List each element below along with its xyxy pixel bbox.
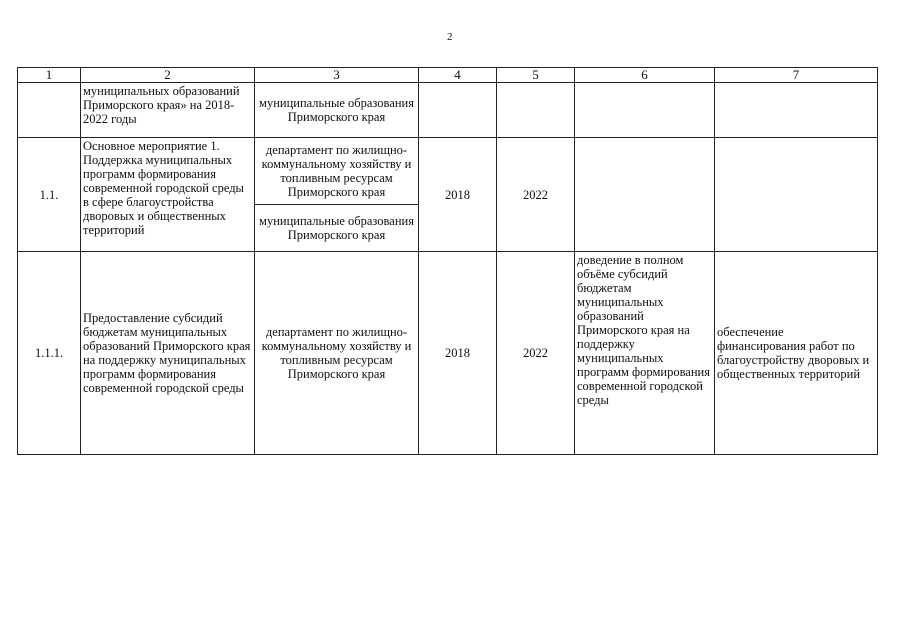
header-col-4: 4 bbox=[419, 68, 497, 83]
header-col-3: 3 bbox=[255, 68, 419, 83]
page-number: 2 bbox=[447, 31, 453, 43]
cell-continued-start bbox=[419, 83, 497, 138]
cell-1-1-start: 2018 bbox=[419, 138, 497, 252]
header-col-1: 1 bbox=[18, 68, 81, 83]
cell-1-1-1-start: 2018 bbox=[419, 252, 497, 455]
cell-1-1-name: Основное мероприятие 1. Поддержка муниципальных программ формирования современной городской среды в сфере благоустройства дворовых и общественных территорий bbox=[81, 138, 255, 252]
cell-continued-end bbox=[497, 83, 575, 138]
cell-1-1-1-executor: департамент по жилищно-коммунальному хозяйству и топливным ресурсам Приморского края bbox=[255, 252, 419, 455]
cell-continued-name: муниципальных образований Приморского края» на 2018-2022 годы bbox=[81, 83, 255, 138]
cell-1-1-end: 2022 bbox=[497, 138, 575, 252]
cell-1-1-link bbox=[715, 138, 878, 252]
cell-1-1-1-num: 1.1.1. bbox=[18, 252, 81, 455]
cell-1-1-result bbox=[575, 138, 715, 252]
header-col-6: 6 bbox=[575, 68, 715, 83]
plan-table bbox=[17, 67, 878, 455]
table-row-1-1-1 bbox=[18, 252, 878, 455]
cell-1-1-1-name: Предоставление субсидий бюджетам муниципальных образований Приморского края на поддержку муниципальных программ формирования современной городской среды bbox=[81, 252, 255, 455]
cell-1-1-1-result: доведение в полном объёме субсидий бюджетам муниципальных образований Приморского края на поддержку муниципальных программ формирования современной городской среды bbox=[575, 252, 715, 455]
header-col-2: 2 bbox=[81, 68, 255, 83]
table-row-1-1 bbox=[18, 138, 878, 205]
cell-continued-num bbox=[18, 83, 81, 138]
cell-1-1-1-end: 2022 bbox=[497, 252, 575, 455]
table-row-continued bbox=[18, 83, 878, 138]
cell-1-1-executor-1: департамент по жилищно-коммунальному хозяйству и топливным ресурсам Приморского края bbox=[255, 138, 419, 205]
header-col-5: 5 bbox=[497, 68, 575, 83]
cell-1-1-executor-2: муниципальные образования Приморского края bbox=[255, 205, 419, 252]
cell-continued-result bbox=[575, 83, 715, 138]
cell-continued-link bbox=[715, 83, 878, 138]
header-col-7: 7 bbox=[715, 68, 878, 83]
table-header-row bbox=[18, 68, 878, 83]
cell-continued-executor: муниципальные образования Приморского края bbox=[255, 83, 419, 138]
cell-1-1-num: 1.1. bbox=[18, 138, 81, 252]
cell-1-1-1-link: обеспечение финансирования работ по благоустройству дворовых и общественных территорий bbox=[715, 252, 878, 455]
